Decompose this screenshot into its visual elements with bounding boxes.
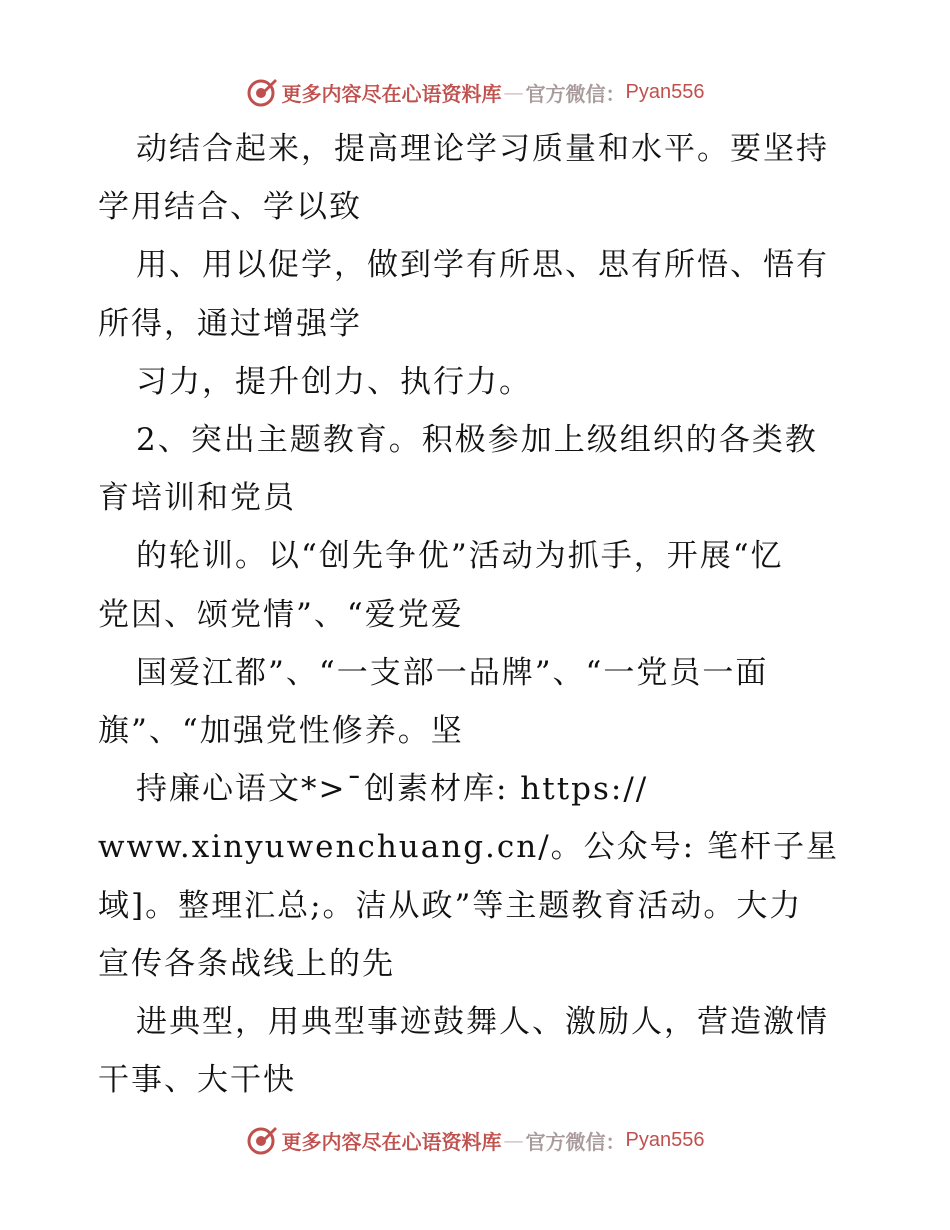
pen-logo-icon: [246, 1124, 278, 1156]
text-line: 干事、大干快: [98, 1062, 296, 1099]
header-official-label: 官方微信：: [525, 81, 626, 106]
text-line: 学用结合、学以致: [98, 189, 362, 226]
text-line: 宣传各条战线上的先: [98, 945, 395, 982]
text-line: 持廉心语文*>¯创素材库: https://: [136, 771, 649, 808]
text-line: 域]。整理汇总;。洁从政”等主题教育活动。大力: [98, 887, 803, 924]
text-line: 2、突出主题教育。积极参加上级组织的各类教: [136, 422, 818, 459]
header-brand-text: 更多内容尽在心语资料库: [281, 81, 502, 106]
text-line: www.xinyuwenchuang.cn/。公众号: 笔杆子星: [98, 829, 839, 866]
footer-dash: —: [503, 1128, 524, 1152]
text-line: 育培训和党员: [98, 480, 296, 517]
text-line: 习力，提升创力、执行力。: [136, 363, 532, 400]
text-line: 的轮训。以“创先争优”活动为抓手，开展“忆: [136, 538, 784, 575]
footer-watermark-banner: [0, 1120, 950, 1160]
footer-wechat-id: Pyan556: [625, 1128, 705, 1151]
header-wechat-id: Pyan556: [625, 80, 705, 103]
text-line: 国爱江都”、“一支部一品牌”、“一党员一面: [136, 654, 769, 691]
footer-brand-text: 更多内容尽在心语资料库: [281, 1129, 502, 1154]
pen-logo-icon: [246, 76, 278, 108]
text-line: 动结合起来，提高理论学习质量和水平。要坚持: [136, 131, 829, 167]
text-line: 用、用以促学，做到学有所思、思有所悟、悟有: [136, 247, 829, 284]
header-dash: —: [503, 80, 524, 104]
footer-official-label: 官方微信：: [525, 1129, 626, 1154]
text-line: 进典型，用典型事迹鼓舞人、激励人，营造激情: [136, 1004, 829, 1041]
text-line: 所得，通过增强学: [98, 305, 362, 342]
text-line: 旗”、“加强党性修养。坚: [98, 713, 464, 750]
document-body: [98, 120, 858, 1109]
header-watermark-banner: [0, 72, 950, 112]
text-line: 党因、颂党情”、“爱党爱: [98, 596, 464, 633]
